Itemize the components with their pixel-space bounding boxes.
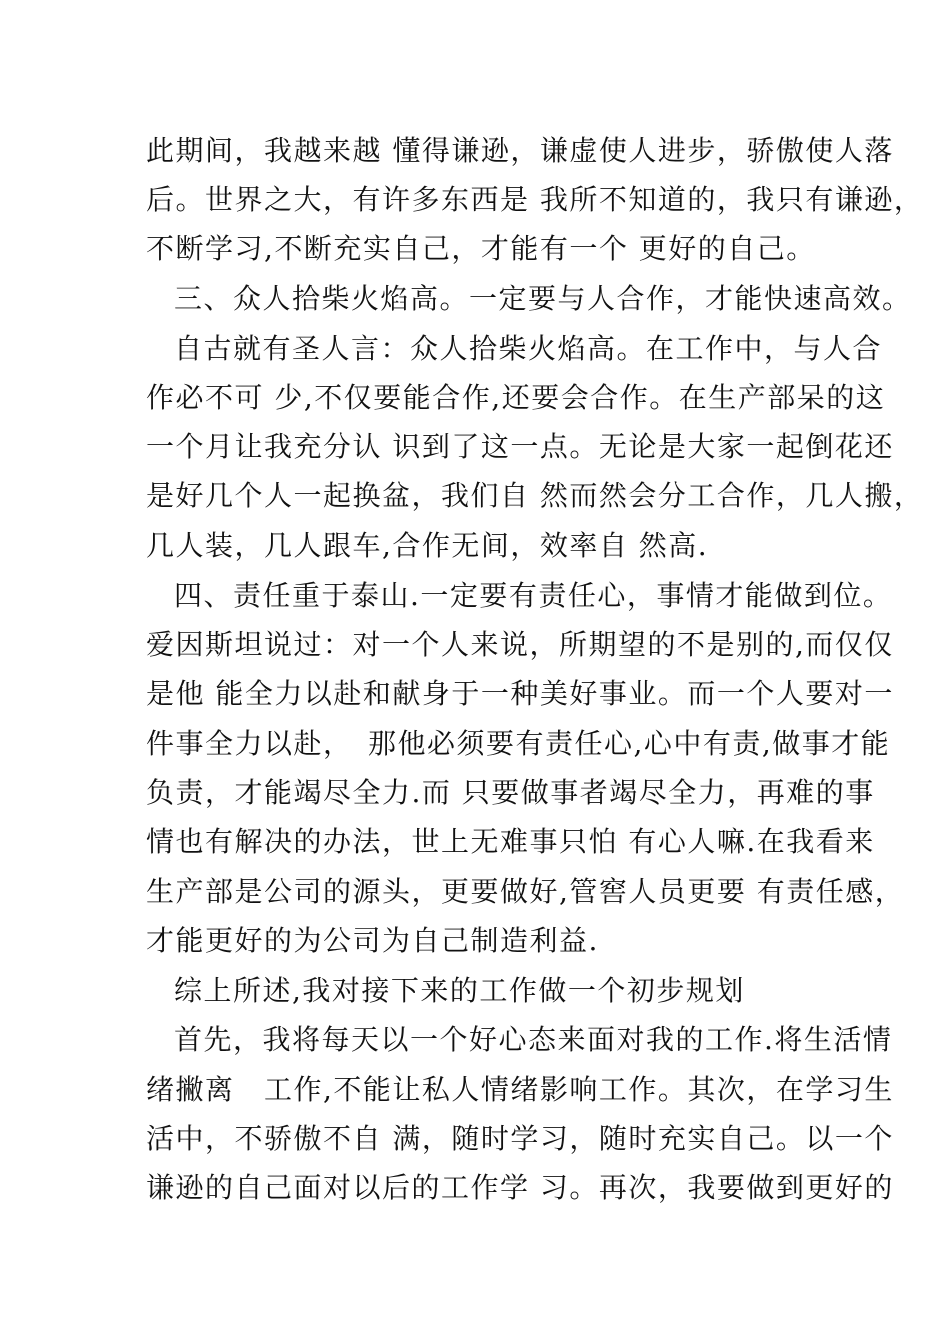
text-line: 是好几个人一起换盆，我们自 然而然会分工合作，几人搬， xyxy=(146,479,924,512)
text-line: 后。世界之大，有许多东西是 我所不知道的，我只有谦逊， xyxy=(146,183,924,216)
text-line: 此期间，我越来越 懂得谦逊，谦虚使人进步，骄傲使人落 xyxy=(146,134,894,167)
text-line: 一个月让我充分认 识到了这一点。无论是大家一起倒花还 xyxy=(146,430,894,463)
text-line: 几人装，几人跟车,合作无间，效率自 然高. xyxy=(146,529,709,562)
text-line: 情也有解决的办法，世上无难事只怕 有心人嘛.在我看来 xyxy=(146,825,875,858)
text-line: 件事全力以赴， 那他必须要有责任心,心中有责,做事才能 xyxy=(146,727,891,760)
text-line: 才能更好的为公司为自己制造利益. xyxy=(146,924,599,957)
text-line: 爱因斯坦说过：对一个人来说，所期望的不是别的,而仅仅 xyxy=(146,628,894,661)
paragraph-lead: 综上所述,我对接下来的工作做一个初步规划 xyxy=(174,974,745,1007)
text-line: 自古就有圣人言：众人拾柴火焰高。在工作中，与人合 xyxy=(174,332,883,365)
text-line: 负责，才能竭尽全力.而 只要做事者竭尽全力，再难的事 xyxy=(146,776,875,809)
section-heading: 四、责任重于泰山.一定要有责任心，事情才能做到位。 xyxy=(174,579,893,612)
text-line: 活中，不骄傲不自 满，随时学习，随时充实自己。以一个 xyxy=(146,1122,894,1155)
text-line: 谦逊的自己面对以后的工作学 习。再次，我要做到更好的 xyxy=(146,1171,894,1204)
text-line: 生产部是公司的源头，更要做好,管窖人员更要 有责任感， xyxy=(146,875,905,908)
text-line: 作必不可 少,不仅要能合作,还要会合作。在生产部呆的这 xyxy=(146,381,886,414)
text-line: 不断学习,不断充实自己，才能有一个 更好的自己。 xyxy=(146,232,816,265)
section-heading: 三、众人拾柴火焰高。一定要与人合作，才能快速高效。 xyxy=(174,282,912,315)
text-line: 绪撇离 工作,不能让私人情绪影响工作。其次，在学习生 xyxy=(146,1073,894,1106)
text-line: 是他 能全力以赴和献身于一种美好事业。而一个人要对一 xyxy=(146,677,894,710)
text-line: 首先，我将每天以一个好心态来面对我的工作.将生活情 xyxy=(174,1023,893,1056)
